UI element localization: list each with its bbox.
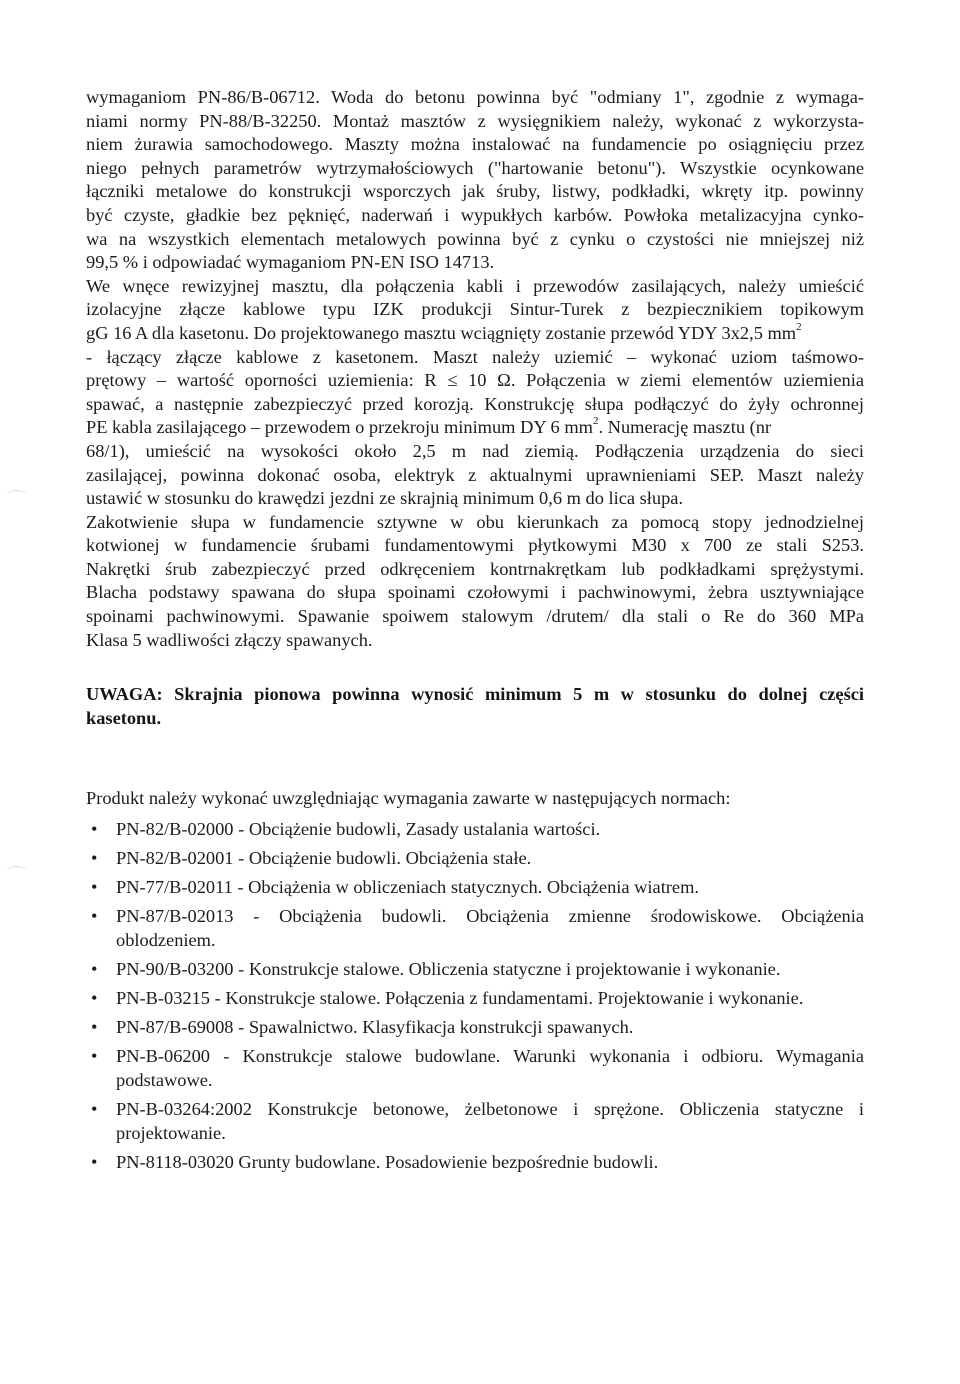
bullet-icon: • [91, 1017, 98, 1038]
text-line: niego pełnych parametrów wytrzymałościowych ("hartowanie betonu"). Wszystkie ocynkowane [86, 157, 864, 178]
norm-text: PN-77/B-02011 - Obciążenia w obliczeniach statycznych. Obciążenia wiatrem. [116, 877, 699, 898]
bullet-icon: • [91, 906, 98, 927]
text-line: być czyste, gładkie bez pęknięć, naderwań i wypukłych karbów. Powłoka metalizacyjna cynko- [86, 204, 864, 225]
text-line: niem żurawia samochodowego. Maszty można instalować na fundamencie po osiągnięciu przez [86, 134, 864, 155]
text-line: We wnęce rewizyjnej masztu, dla połączenia kabli i przewodów zasilających, należy umieścić [86, 275, 864, 296]
warning-line: kasetonu. [86, 708, 162, 729]
bullet-icon: • [91, 988, 98, 1009]
norm-text: PN-87/B-02013 - Obciążenia budowli. Obciążenia zmienne środowiskowe. Obciążenia [116, 906, 864, 927]
norm-text: PN-B-06200 - Konstrukcje stalowe budowlane. Warunki wykonania i odbioru. Wymagania [116, 1046, 864, 1067]
bullet-icon: • [91, 959, 98, 980]
text-line: spawać, a następnie zabezpieczyć przed korozją. Konstrukcję słupa podłączyć do żyły ochronnej [86, 393, 864, 414]
text-line: Nakrętki śrub zabezpieczyć przed odkręceniem kontrnakrętkam lub podkładkami sprężystymi. [86, 558, 864, 579]
text-line: Klasa 5 wadliwości złączy spawanych. [86, 629, 373, 650]
superscript: 2 [592, 415, 599, 428]
scan-punch-mark [6, 866, 28, 881]
warning-note [86, 682, 864, 730]
list-item [86, 1044, 864, 1092]
norm-text: PN-82/B-02001 - Obciążenie budowli. Obciążenia stałe. [116, 848, 532, 869]
list-item [86, 986, 864, 1010]
norm-text: PN-90/B-03200 - Konstrukcje stalowe. Obliczenia statyczne i projektowanie i wykonanie. [116, 959, 781, 980]
text-line: 99,5 % i odpowiadać wymaganiom PN-EN ISO 14713. [86, 252, 495, 273]
list-item [86, 846, 864, 870]
text-line: Zakotwienie słupa w fundamencie sztywne w obu kierunkach za pomocą stopy jednodzielnej [86, 511, 864, 532]
text-line: niami normy PN-88/B-32250. Montaż masztów z wysięgnikiem należy, wykonać z wykorzysta- [86, 110, 864, 131]
bullet-icon: • [91, 1099, 98, 1120]
norm-text: PN-B-03264:2002 Konstrukcje betonowe, żelbetonowe i sprężone. Obliczenia statyczne i [116, 1099, 864, 1120]
list-item [86, 904, 864, 952]
bullet-icon: • [91, 1152, 98, 1173]
list-item [86, 1097, 864, 1145]
norm-text: oblodzeniem. [116, 930, 216, 951]
paragraph-concrete-installation [86, 86, 864, 275]
text-line [86, 416, 864, 440]
document-body [86, 86, 864, 1179]
superscript: 2 [796, 320, 802, 333]
norm-text: PN-82/B-02000 - Obciążenie budowli, Zasady ustalania wartości. [116, 819, 601, 840]
paragraph-cable-connection [86, 275, 864, 511]
text-line [86, 322, 864, 346]
paragraph-anchoring [86, 511, 864, 653]
norm-text: PN-87/B-69008 - Spawalnictwo. Klasyfikacja konstrukcji spawanych. [116, 1017, 634, 1038]
norm-text: projektowanie. [116, 1123, 226, 1144]
text-line: izolacyjne złącze kablowe typu IZK produkcji Sintur-Turek z bezpiecznikiem topikowym [86, 299, 864, 320]
norm-text: PN-B-03215 - Konstrukcje stalowe. Połączenia z fundamentami. Projektowanie i wykonanie. [116, 988, 804, 1009]
scan-punch-mark [6, 490, 28, 505]
bullet-icon: • [91, 1046, 98, 1067]
list-item [86, 1015, 864, 1039]
list-item [86, 875, 864, 899]
bullet-icon: • [91, 877, 98, 898]
norm-text: podstawowe. [116, 1070, 213, 1091]
norm-text: PN-8118-03020 Grunty budowlane. Posadowienie bezpośrednie budowli. [116, 1152, 659, 1173]
text-line: 68/1), umieścić na wysokości około 2,5 m nad ziemią. Podłączenia urządzenia do sieci [86, 440, 864, 461]
norms-list [86, 817, 864, 1174]
warning-line: UWAGA: Skrajnia pionowa powinna wynosić minimum 5 m w stosunku do dolnej części [86, 684, 864, 705]
text-segment: gG 16 A dla kasetonu. Do projektowanego masztu wciągnięty zostanie przewód YDY 3x2,5 mm [86, 322, 797, 343]
text-line: łączniki metalowe do konstrukcji wsporczych jak śruby, listwy, podkładki, wkręty itp. powinny [86, 181, 864, 202]
bullet-icon: • [91, 848, 98, 869]
text-segment: PE kabla zasilającego – przewodem o przekroju minimum DY 6 mm [86, 417, 593, 438]
text-line: Blacha podstawy spawana do słupa spoinami czołowymi i pachwinowymi, żebra usztywniające [86, 582, 864, 603]
list-item [86, 957, 864, 981]
text-segment: . Numerację masztu (nr [598, 417, 772, 438]
bullet-icon: • [91, 819, 98, 840]
text-line: zasilającej, powinna dokonać osoba, elektryk z aktualnymi uprawnieniami SEP. Maszt należy [86, 464, 864, 485]
text-line: ustawić w stosunku do krawędzi jezdni ze skrajnią minimum 0,6 m do lica słupa. [86, 488, 684, 509]
text-line: wa na wszystkich elementach metalowych powinna być z cynku o czystości nie mniejszej niż [86, 228, 864, 249]
list-item [86, 817, 864, 841]
norms-intro: Produkt należy wykonać uwzględniając wymagania zawarte w następujących normach: [86, 788, 731, 809]
text-line: - łączący złącze kablowe z kasetonem. Maszt należy uziemić – wykonać uziom taśmowo- [86, 346, 864, 367]
text-line: kotwionej w fundamencie śrubami fundamentowymi płytkowymi M30 x 700 ze stali S253. [86, 535, 864, 556]
list-item [86, 1150, 864, 1174]
text-line: prętowy – wartość oporności uziemienia: R ≤ 10 Ω. Połączenia w ziemi elementów uziemienia [86, 370, 864, 391]
text-line: spoinami pachwinowymi. Spawanie spoiwem stalowym /drutem/ dla stali o Re do 360 MPa [86, 606, 864, 627]
text-line: wymaganiom PN-86/B-06712. Woda do betonu powinna być "odmiany 1", zgodnie z wymaga- [86, 87, 864, 107]
